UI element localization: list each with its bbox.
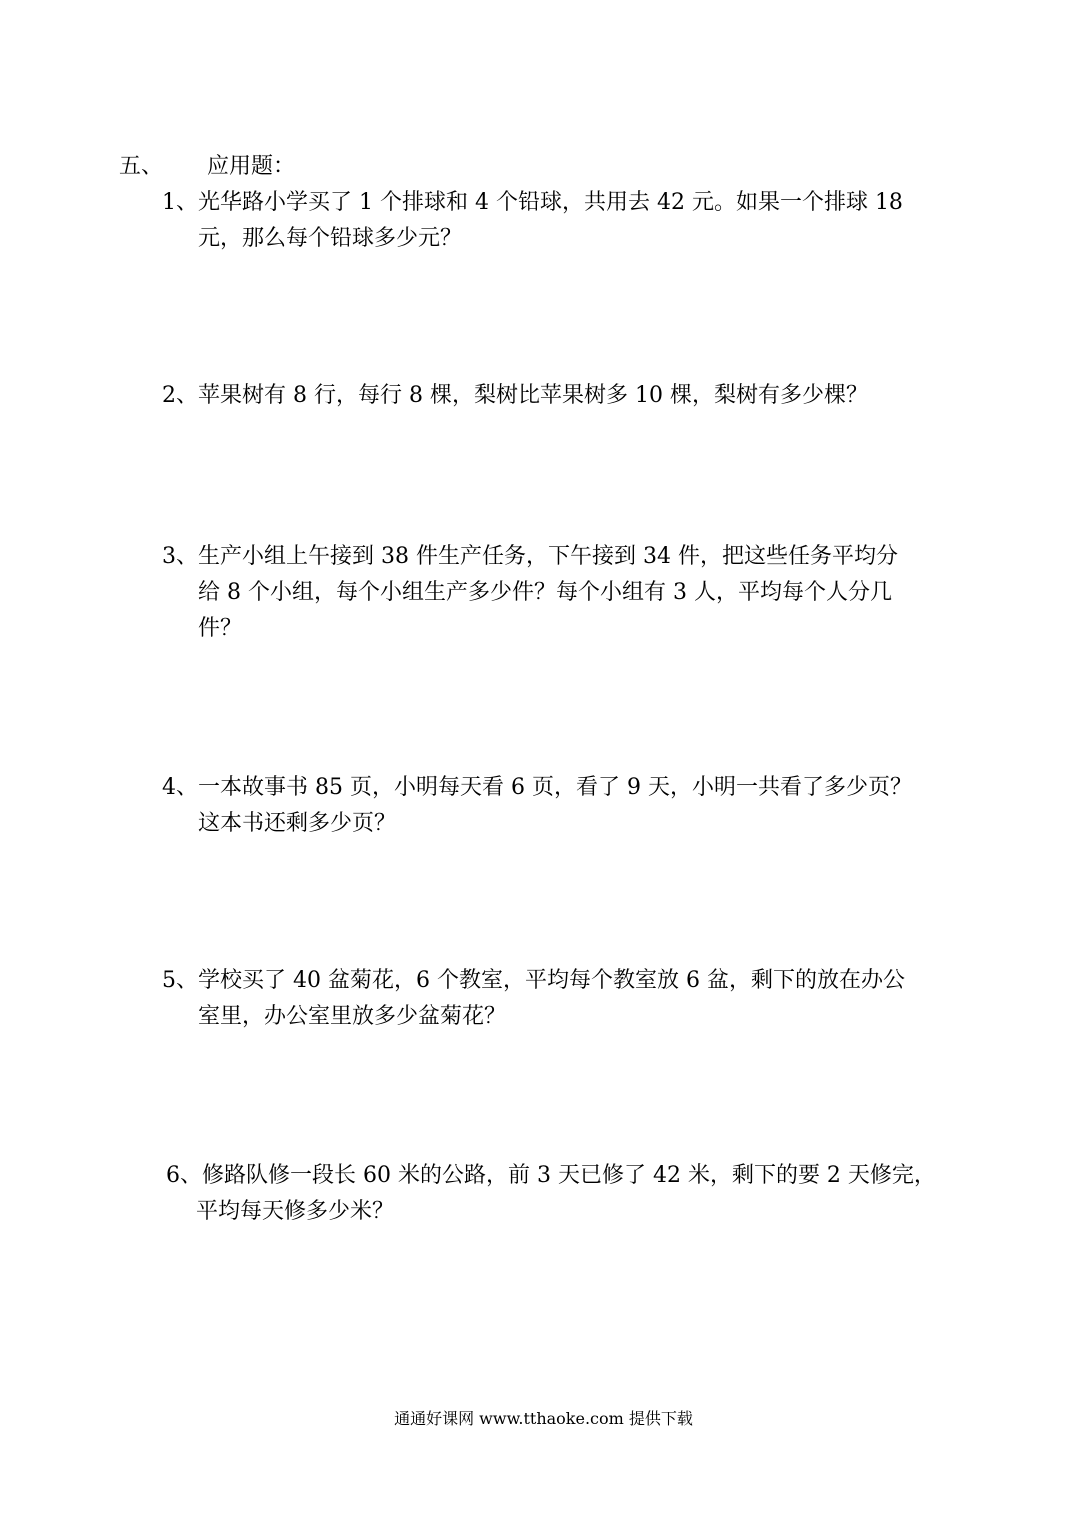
question-5 [162, 963, 982, 1035]
question-4 [162, 770, 982, 842]
question-3-line-2: 给 8 个小组，每个小组生产多少件？每个小组有 3 人，平均每个人分几 [198, 580, 892, 605]
question-2-line-1: 2、苹果树有 8 行，每行 8 棵，梨树比苹果树多 10 棵，梨树有多少棵？ [162, 383, 868, 408]
question-2 [162, 378, 982, 414]
page-footer: 通通好课网 www.tthaoke.com 提供下载 [394, 1409, 693, 1428]
section-number: 五、 [119, 154, 164, 179]
question-6 [166, 1158, 986, 1230]
question-3 [162, 539, 982, 647]
question-5-line-2: 室里，办公室里放多少盆菊花？ [198, 1004, 507, 1029]
question-4-line-2: 这本书还剩多少页？ [198, 811, 397, 836]
question-5-line-1: 5、学校买了 40 盆菊花，6 个教室，平均每个教室放 6 盆，剩下的放在办公 [162, 968, 905, 993]
question-1-line-1: 1、光华路小学买了 1 个排球和 4 个铅球，共用去 42 元。如果一个排球 18 [162, 190, 903, 215]
question-1 [162, 185, 982, 257]
question-6-line-1: 6、修路队修一段长 60 米的公路，前 3 天已修了 42 米，剩下的要 2 天修完， [166, 1163, 936, 1188]
section-title: 应用题： [207, 154, 296, 179]
section-heading [119, 152, 295, 182]
question-3-line-1: 3、生产小组上午接到 38 件生产任务，下午接到 34 件，把这些任务平均分 [162, 544, 898, 569]
question-6-line-2: 平均每天修多少米？ [196, 1199, 395, 1224]
question-1-line-2: 元，那么每个铅球多少元？ [198, 226, 463, 251]
question-3-line-3: 件？ [198, 616, 243, 641]
question-4-line-1: 4、一本故事书 85 页，小明每天看 6 页，看了 9 天，小明一共看了多少页？ [162, 775, 912, 800]
